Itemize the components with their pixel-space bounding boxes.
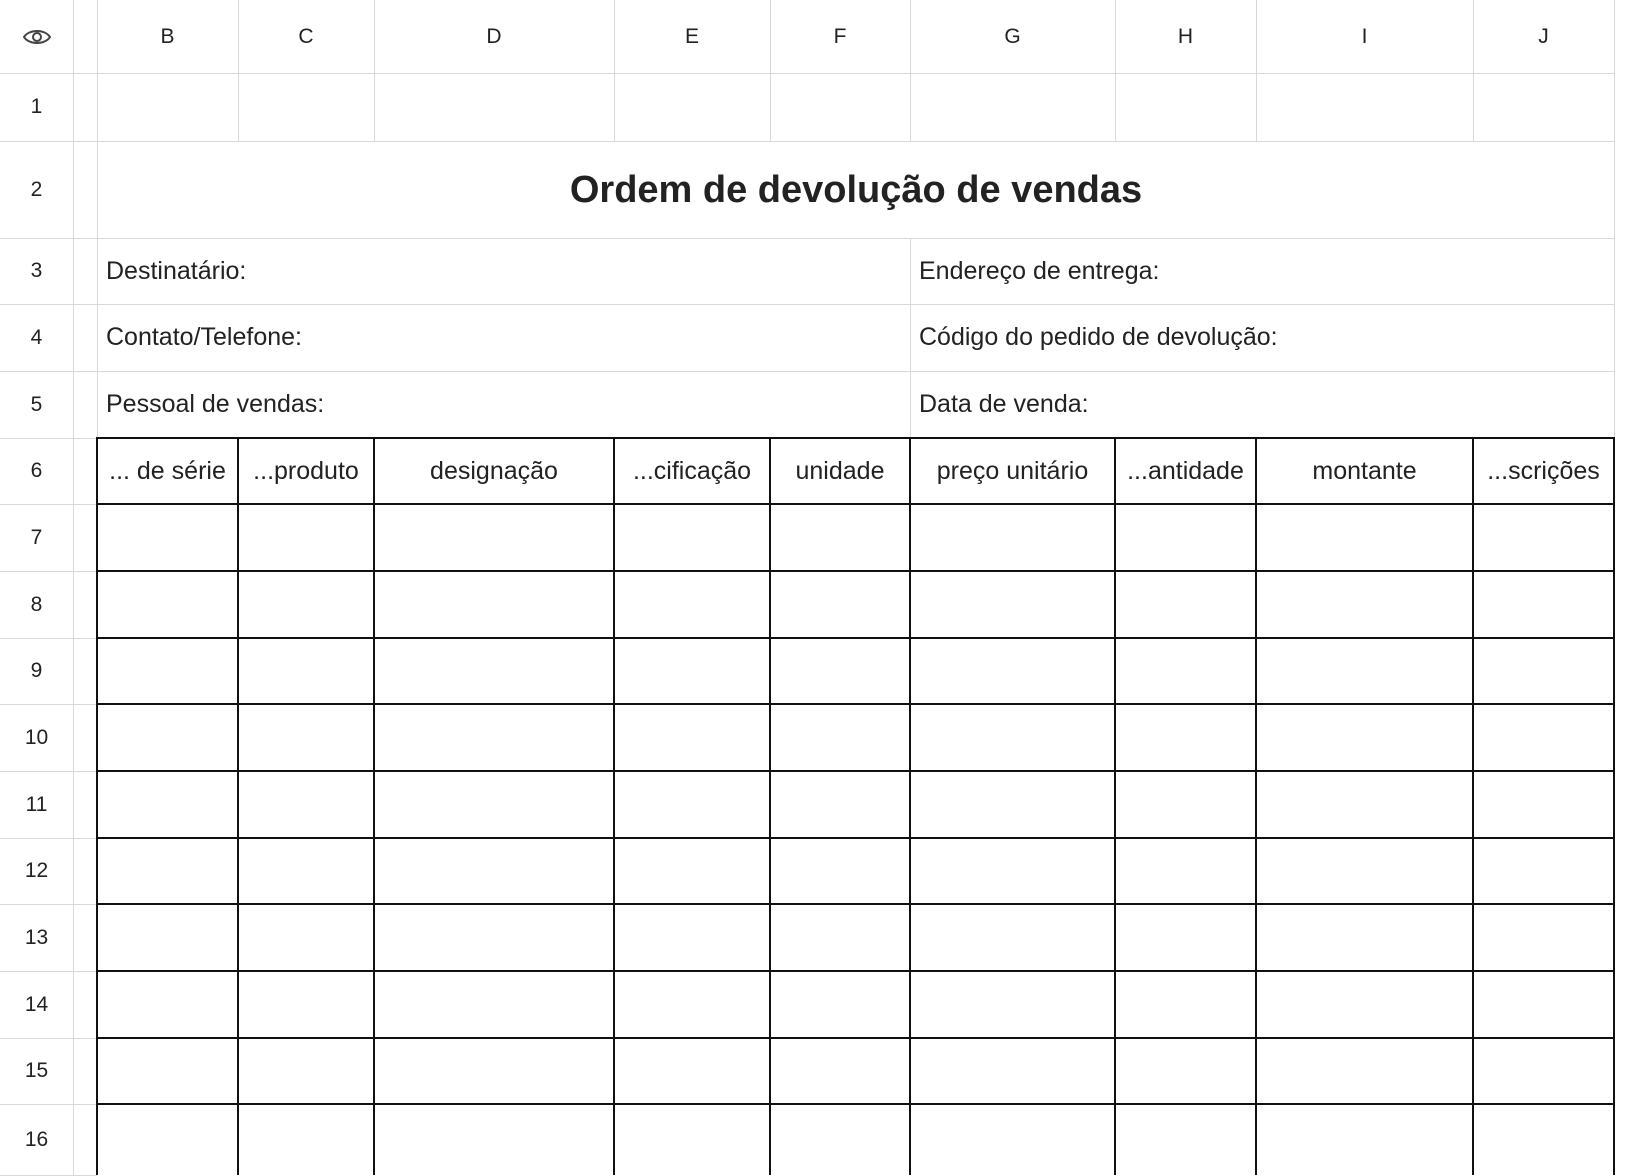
contact-label[interactable]: Contato/Telefone: [106, 323, 302, 351]
column-header-e[interactable]: E [614, 0, 770, 73]
column-header-i[interactable]: I [1256, 0, 1473, 73]
table-cell[interactable] [1256, 704, 1473, 771]
table-cell[interactable] [374, 1038, 614, 1104]
table-cell[interactable] [770, 504, 910, 571]
gridline [0, 971, 97, 972]
table-cell[interactable] [238, 971, 374, 1038]
gridline [73, 0, 74, 1175]
table-cell[interactable] [97, 1104, 238, 1175]
table-cell[interactable] [374, 1104, 614, 1175]
table-border [1613, 437, 1615, 1175]
table-cell[interactable] [374, 704, 614, 771]
table-cell[interactable] [1473, 571, 1614, 638]
row-header-9[interactable]: 9 [0, 638, 73, 704]
table-cell[interactable] [97, 1038, 238, 1104]
table-column-header[interactable]: preço unitário [936, 456, 1089, 485]
table-cell[interactable] [238, 504, 374, 571]
table-cell[interactable] [1115, 771, 1256, 838]
table-border [96, 1037, 1615, 1039]
table-cell[interactable] [1473, 971, 1614, 1038]
table-cell[interactable] [910, 504, 1115, 571]
table-cell[interactable] [1256, 1038, 1473, 1104]
select-all-corner[interactable] [0, 0, 73, 73]
table-cell[interactable] [97, 771, 238, 838]
table-cell[interactable] [97, 838, 238, 904]
row-header-8[interactable]: 8 [0, 571, 73, 638]
table-cell[interactable] [770, 904, 910, 971]
gridline [1473, 0, 1474, 141]
table-cell[interactable] [770, 1038, 910, 1104]
row-header-11[interactable]: 11 [0, 771, 73, 838]
table-column-header[interactable]: ...scrições [1487, 456, 1600, 485]
gridline [0, 904, 97, 905]
table-border [96, 1103, 1615, 1105]
delivery-address-label[interactable]: Endereço de entrega: [919, 256, 1160, 285]
table-cell[interactable] [374, 771, 614, 838]
table-cell[interactable] [910, 904, 1115, 971]
row-header-15[interactable]: 15 [0, 1038, 73, 1104]
table-cell[interactable] [614, 1038, 770, 1104]
table-border [96, 703, 1615, 705]
gridline [0, 1104, 97, 1105]
sales-staff-label[interactable]: Pessoal de vendas: [106, 390, 325, 418]
gridline [1115, 0, 1116, 141]
row-header-1[interactable]: 1 [0, 73, 73, 141]
table-cell[interactable] [374, 638, 614, 704]
table-cell[interactable] [770, 838, 910, 904]
return-order-code-label[interactable]: Código do pedido de devolução: [919, 323, 1278, 351]
table-border [237, 437, 239, 1175]
gridline [374, 0, 375, 141]
table-cell[interactable] [770, 638, 910, 704]
gridline [0, 571, 97, 572]
table-border [1472, 437, 1474, 1175]
table-border [96, 770, 1615, 772]
table-cell[interactable] [614, 771, 770, 838]
gridline [97, 0, 98, 141]
table-cell[interactable] [1256, 1104, 1473, 1175]
table-cell[interactable] [1473, 838, 1614, 904]
table-cell[interactable] [97, 504, 238, 571]
table-cell[interactable] [374, 838, 614, 904]
row-header-5[interactable]: 5 [0, 371, 73, 438]
table-column-header[interactable]: ...antidade [1127, 456, 1244, 485]
row-header-14[interactable]: 14 [0, 971, 73, 1038]
table-cell[interactable] [614, 704, 770, 771]
table-cell[interactable] [1256, 838, 1473, 904]
table-cell[interactable] [910, 704, 1115, 771]
row-header-13[interactable]: 13 [0, 904, 73, 971]
table-cell[interactable] [614, 971, 770, 1038]
table-cell[interactable] [1256, 971, 1473, 1038]
table-border [96, 970, 1615, 972]
table-cell[interactable] [97, 638, 238, 704]
column-header-b[interactable]: B [97, 0, 238, 73]
column-header-g[interactable]: G [910, 0, 1115, 73]
table-cell[interactable] [910, 771, 1115, 838]
gridline [0, 638, 97, 639]
table-border [96, 903, 1615, 905]
table-cell[interactable] [1115, 904, 1256, 971]
table-cell[interactable] [910, 1104, 1115, 1175]
table-cell[interactable] [238, 904, 374, 971]
table-cell[interactable] [1256, 504, 1473, 571]
table-column-header[interactable]: montante [1312, 456, 1417, 485]
table-cell[interactable] [1473, 1038, 1614, 1104]
gridline [0, 504, 97, 505]
table-cell[interactable] [1115, 838, 1256, 904]
table-cell[interactable] [770, 704, 910, 771]
table-cell[interactable] [97, 971, 238, 1038]
table-cell[interactable] [97, 704, 238, 771]
column-header-f[interactable]: F [770, 0, 910, 73]
table-cell[interactable] [910, 571, 1115, 638]
row-header-3[interactable]: 3 [0, 238, 73, 304]
table-cell[interactable] [1115, 1038, 1256, 1104]
table-cell[interactable] [1473, 771, 1614, 838]
table-border [373, 437, 375, 1175]
table-column-header[interactable]: designação [430, 456, 558, 485]
table-border [613, 437, 615, 1175]
table-cell[interactable] [910, 638, 1115, 704]
gridline [1256, 0, 1257, 141]
table-cell[interactable] [770, 771, 910, 838]
table-cell[interactable] [374, 971, 614, 1038]
table-cell[interactable] [1115, 704, 1256, 771]
table-border [96, 637, 1615, 639]
table-cell[interactable] [238, 704, 374, 771]
table-cell[interactable] [770, 571, 910, 638]
table-cell[interactable] [1115, 504, 1256, 571]
table-border [1114, 437, 1116, 1175]
gridline [1614, 0, 1615, 141]
table-column-header[interactable]: ...produto [253, 456, 359, 485]
table-cell[interactable] [910, 838, 1115, 904]
table-border [96, 437, 98, 1175]
gridline [0, 1038, 97, 1039]
table-cell[interactable] [1473, 904, 1614, 971]
table-cell[interactable] [374, 904, 614, 971]
table-cell[interactable] [1115, 971, 1256, 1038]
table-cell[interactable] [614, 1104, 770, 1175]
column-header-j[interactable]: J [1473, 0, 1614, 73]
table-border [96, 437, 1615, 439]
table-cell[interactable] [238, 771, 374, 838]
table-column-header[interactable]: unidade [795, 456, 885, 485]
table-border [96, 503, 1615, 505]
form-title[interactable]: Ordem de devolução de vendas [569, 168, 1143, 211]
row-header-4[interactable]: 4 [0, 304, 73, 371]
table-border [909, 437, 911, 1175]
table-column-header[interactable]: ... de série [109, 456, 226, 485]
gridline [910, 0, 911, 141]
row-header-6[interactable]: 6 [0, 438, 73, 504]
table-cell[interactable] [1473, 1104, 1614, 1175]
table-cell[interactable] [1115, 1104, 1256, 1175]
column-header-c[interactable]: C [238, 0, 374, 73]
table-cell[interactable] [374, 571, 614, 638]
sale-date-label[interactable]: Data de venda: [919, 390, 1089, 418]
table-border [1255, 437, 1257, 1175]
table-cell[interactable] [374, 504, 614, 571]
row-header-12[interactable]: 12 [0, 838, 73, 904]
row-header-7[interactable]: 7 [0, 504, 73, 571]
table-cell[interactable] [1115, 638, 1256, 704]
table-border [96, 570, 1615, 572]
table-cell[interactable] [1256, 771, 1473, 838]
table-cell[interactable] [614, 838, 770, 904]
table-cell[interactable] [1256, 638, 1473, 704]
table-cell[interactable] [614, 571, 770, 638]
table-cell[interactable] [1473, 704, 1614, 771]
row-header-16[interactable]: 16 [0, 1104, 73, 1175]
table-cell[interactable] [1473, 638, 1614, 704]
gridline [0, 838, 97, 839]
table-cell[interactable] [1256, 571, 1473, 638]
column-header-d[interactable]: D [374, 0, 614, 73]
recipient-label[interactable]: Destinatário: [106, 256, 247, 285]
table-cell[interactable] [614, 904, 770, 971]
column-header-h[interactable]: H [1115, 0, 1256, 73]
table-cell[interactable] [97, 904, 238, 971]
table-cell[interactable] [910, 1038, 1115, 1104]
table-cell[interactable] [910, 971, 1115, 1038]
gridline [0, 704, 97, 705]
gridline [1614, 141, 1615, 438]
table-cell[interactable] [238, 571, 374, 638]
row-header-10[interactable]: 10 [0, 704, 73, 771]
table-cell[interactable] [614, 638, 770, 704]
table-border [96, 837, 1615, 839]
table-border [769, 437, 771, 1175]
eye-icon [22, 27, 52, 47]
table-cell[interactable] [238, 638, 374, 704]
table-cell[interactable] [238, 1038, 374, 1104]
table-cell[interactable] [1115, 571, 1256, 638]
table-cell[interactable] [97, 571, 238, 638]
table-cell[interactable] [1473, 504, 1614, 571]
gridline [0, 771, 97, 772]
row-header-2[interactable]: 2 [0, 141, 73, 238]
table-cell[interactable] [238, 1104, 374, 1175]
table-cell[interactable] [614, 504, 770, 571]
table-cell[interactable] [238, 838, 374, 904]
table-cell[interactable] [770, 1104, 910, 1175]
gridline [770, 0, 771, 141]
gridline [614, 0, 615, 141]
gridline [0, 73, 1614, 74]
table-cell[interactable] [770, 971, 910, 1038]
gridline [238, 0, 239, 141]
table-column-header[interactable]: ...cificação [632, 456, 752, 485]
table-cell[interactable] [1256, 904, 1473, 971]
